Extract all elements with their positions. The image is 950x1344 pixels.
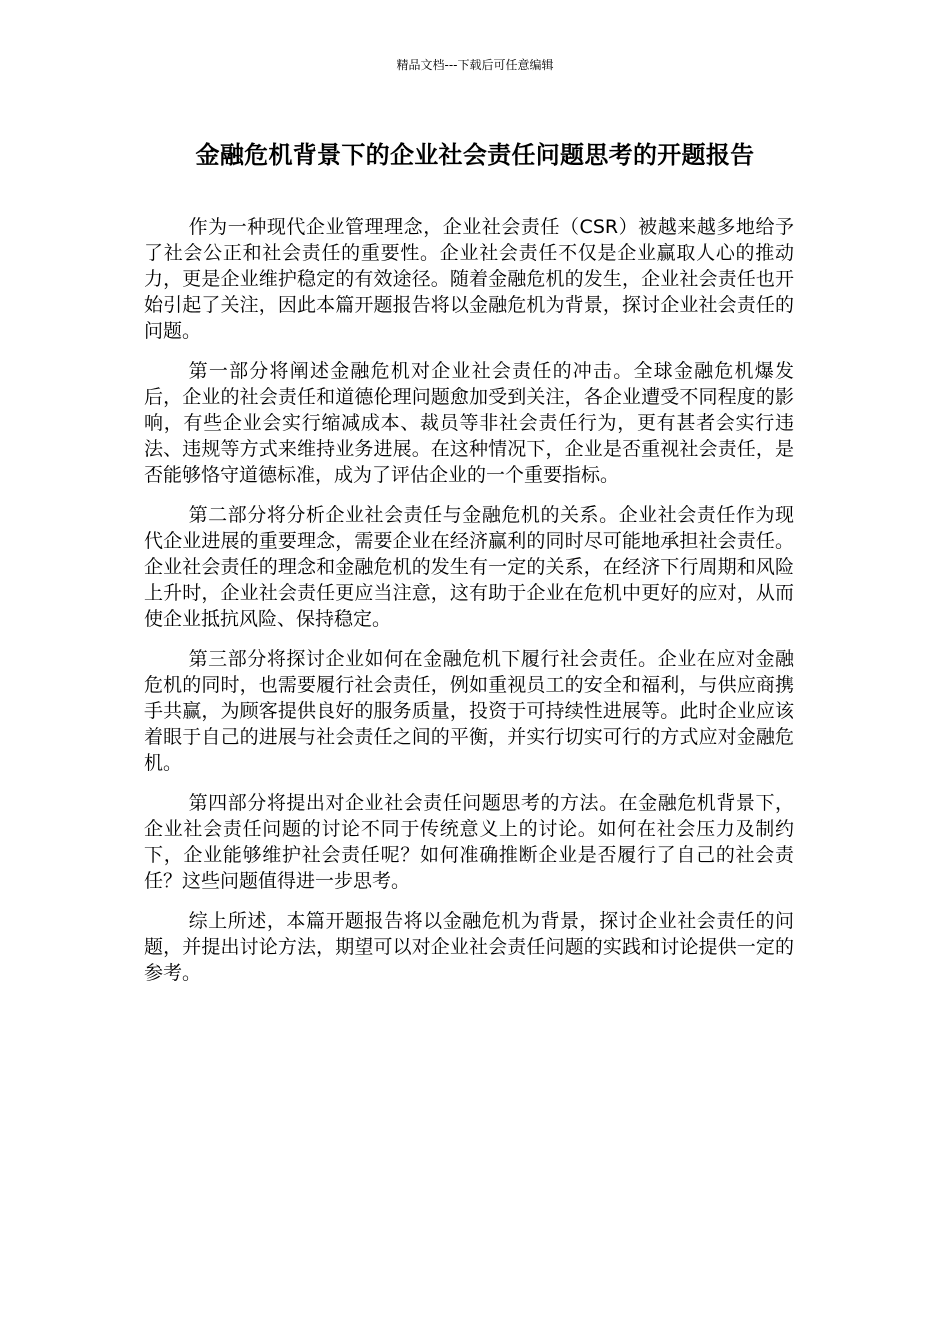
header-note: 精品文档---下载后可任意编辑 bbox=[396, 58, 554, 72]
document-title: 金融危机背景下的企业社会责任问题思考的开题报告 bbox=[195, 141, 755, 169]
paragraph-part-three: 第三部分将探讨企业如何在金融危机下履行社会责任。企业在应对金融危机的同时，也需要履行社会责任，例如重视员工的安全和福利，与供应商携手共赢，为顾客提供良好的服务质量，投资于可持续性进展等。此时企业应该着眼于自己的进展与社会责任之间的平衡，并实行切实可行的方式应对金融危机。 bbox=[144, 648, 794, 774]
paragraph-conclusion: 综上所述，本篇开题报告将以金融危机为背景，探讨企业社会责任的问题，并提出讨论方法，期望可以对企业社会责任问题的实践和讨论提供一定的参考。 bbox=[144, 910, 794, 984]
paragraph-part-one: 第一部分将阐述金融危机对企业社会责任的冲击。全球金融危机爆发后，企业的社会责任和道德伦理问题愈加受到关注，各企业遭受不同程度的影响，有些企业会实行缩减成本、裁员等非社会责任行为，更有甚者会实行违法、违规等方式来维持业务进展。在这种情况下，企业是否重视社会责任，是否能够恪守道德标准，成为了评估企业的一个重要指标。 bbox=[144, 360, 794, 486]
paragraph-part-four: 第四部分将提出对企业社会责任问题思考的方法。在金融危机背景下，企业社会责任问题的讨论不同于传统意义上的讨论。如何在社会压力及制约下，企业能够维护社会责任呢？如何准确推断企业是否履行了自己的社会责任？这些问题值得进一步思考。 bbox=[144, 792, 794, 892]
paragraph-part-two: 第二部分将分析企业社会责任与金融危机的关系。企业社会责任作为现代企业进展的重要理念，需要企业在经济赢利的同时尽可能地承担社会责任。企业社会责任的理念和金融危机的发生有一定的关系，在经济下行周期和风险上升时，企业社会责任更应当注意，这有助于企业在危机中更好的应对，从而使企业抵抗风险、保持稳定。 bbox=[144, 504, 794, 630]
document-body bbox=[144, 214, 794, 1000]
paragraph-intro: 作为一种现代企业管理理念，企业社会责任（CSR）被越来越多地给予了社会公正和社会责任的重要性。企业社会责任不仅是企业赢取人心的推动力，更是企业维护稳定的有效途径。随着金融危机的发生，企业社会责任也开始引起了关注，因此本篇开题报告将以金融危机为背景，探讨企业社会责任的问题。 bbox=[144, 216, 794, 342]
